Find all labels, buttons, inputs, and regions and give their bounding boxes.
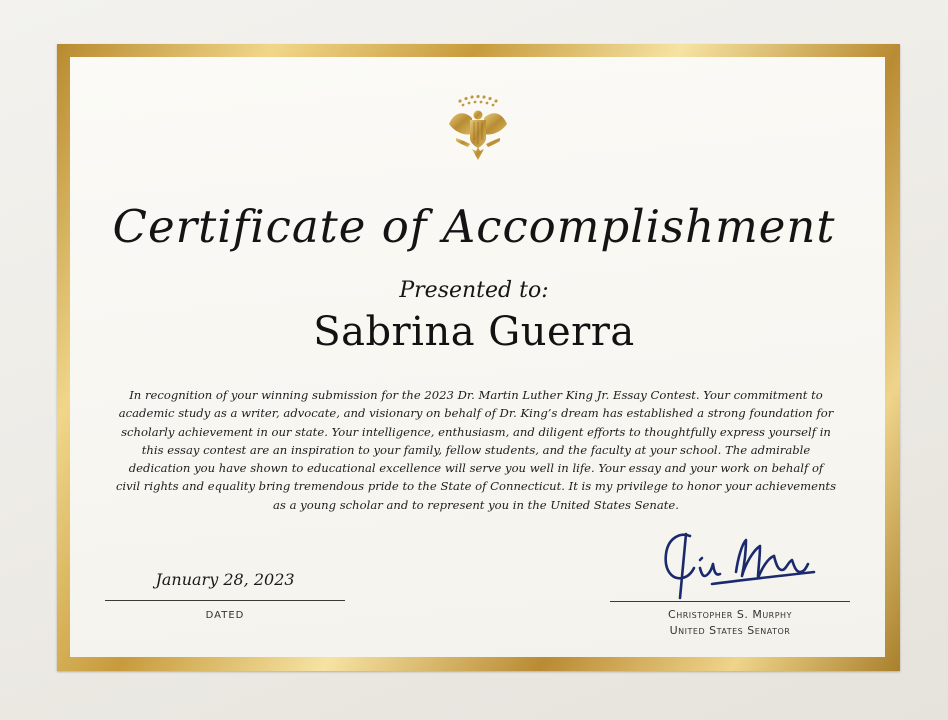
date-underline xyxy=(105,600,345,601)
recipient-name: Sabrina Guerra xyxy=(313,309,635,355)
signer-name: Christopher S. Murphy xyxy=(668,608,792,621)
date-caption: DATED xyxy=(205,610,245,621)
presented-to-label: Presented to: xyxy=(399,278,549,303)
signature-icon xyxy=(650,528,820,608)
date-value: January 28, 2023 xyxy=(155,570,295,589)
signature-underline xyxy=(610,601,850,602)
eagle-seal-icon xyxy=(446,94,510,162)
certificate-title: Certificate of Accomplishment xyxy=(112,200,836,253)
recognition-paragraph: In recognition of your winning submission for the 2023 Dr. Martin Luther King Jr. Essay Contest. Your commitment to academic study as a writer, advocate, and visionary on behalf of Dr. King’s dream has established a strong foundation for scholarly achievement in our state. Your intelligence, enthusiasm, and diligent efforts to thoughtfully express yourself in this essay contest are an inspiration to your family, fellow students, and the faculty at your school. The admirable dedication you have shown to educational excellence will serve you well in life. Your essay and your work on behalf of civil rights and equality bring tremendous pride to the State of Connecticut. It is my privilege to honor your achievements as a young scholar and to represent you in the United States Senate. xyxy=(115,388,837,512)
signer-title: United States Senator xyxy=(669,624,791,637)
